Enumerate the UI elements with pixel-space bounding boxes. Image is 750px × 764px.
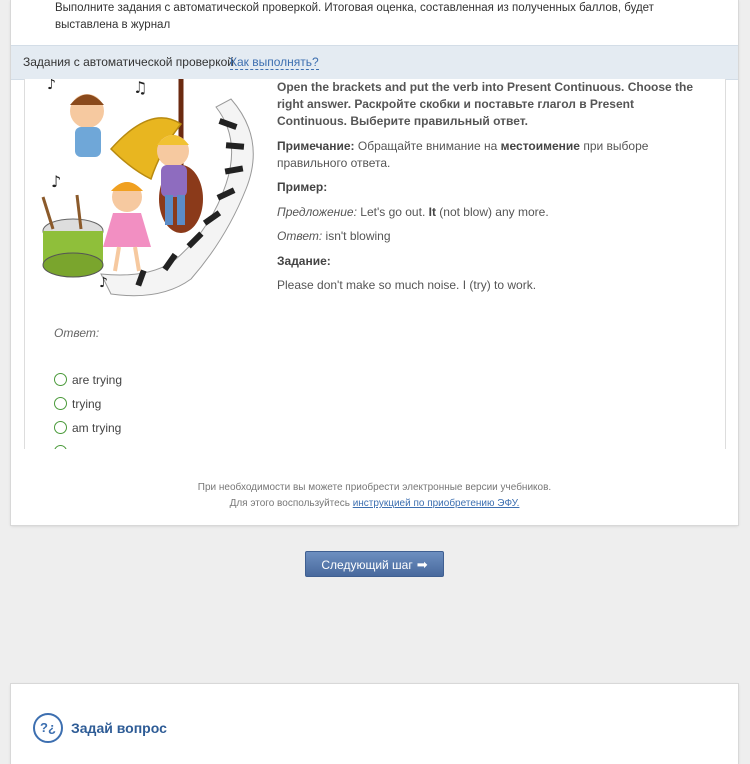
radio-button[interactable] (54, 397, 67, 410)
assignment-text: Please don't make so much noise. I (try) to work. (277, 278, 537, 292)
footnote-line2: Для этого воспользуйтесь инструкцией по приобретению ЭФУ. (229, 498, 520, 509)
footnote (11, 480, 738, 512)
footnote-line1: При необходимости вы можете приобрести электронные версии учебников. (197, 482, 552, 493)
example-answer: Ответ: isn't blowing (277, 229, 391, 243)
svg-text:♪: ♪ (47, 79, 56, 93)
ask-question-card (11, 684, 738, 764)
children-music-illustration (41, 79, 267, 301)
sentence-label: Предложение: (277, 204, 357, 219)
task-frame (24, 79, 726, 449)
answer-option[interactable]: are trying (54, 371, 122, 389)
next-step-button[interactable] (305, 551, 444, 577)
question-icon[interactable]: ?¿ (33, 713, 63, 743)
ask-question-title[interactable]: Задай вопрос (71, 720, 167, 736)
section-strip (11, 45, 738, 80)
answer-option[interactable]: trying (54, 395, 101, 413)
radio-button[interactable] (54, 421, 67, 434)
next-step-label: Следующий шаг (321, 558, 413, 572)
answer-label: Ответ: (54, 326, 100, 340)
answer-option[interactable]: am trying (54, 419, 121, 437)
svg-text:♪: ♪ (99, 275, 108, 291)
note-text-1: Обращайте внимание на (354, 138, 501, 153)
task-heading: Open the brackets and put the verb into Present Continuous. Choose the right answer. Раскройте скобки и поставьте глагол в Present Continuous. Выберите правильный ответ. (277, 80, 694, 128)
intro-text: Выполните задания с автоматической проверкой. Итоговая оценка, составленная из полученных баллов, будет выставлена в журнал (55, 2, 654, 31)
svg-text:♫: ♫ (133, 79, 148, 97)
note-text-2: при выборе правильного ответа. (277, 138, 649, 170)
answer-example-label: Ответ: (277, 229, 323, 243)
answer-option-partial[interactable] (54, 443, 72, 449)
radio-button[interactable] (54, 373, 67, 386)
task-text (277, 79, 707, 302)
arrow-right-icon: ➡ (416, 557, 428, 572)
how-to-link[interactable]: Как выполнять? (230, 55, 319, 69)
section-label: Задания с автоматической проверкой (23, 55, 234, 69)
assignment-label: Задание: (277, 253, 331, 268)
task-card (11, 0, 738, 525)
svg-text:♪: ♪ (51, 172, 62, 191)
example-label: Пример: (277, 180, 328, 194)
task-note (277, 138, 707, 172)
radio-button[interactable] (54, 445, 67, 449)
note-bold: местоимение (500, 138, 580, 153)
efu-instruction-link[interactable]: инструкцией по приобретению ЭФУ. (352, 498, 520, 509)
example-sentence: Предложение: Let's go out. It (not blow) any more. (277, 204, 549, 219)
note-label: Примечание: (277, 138, 355, 153)
